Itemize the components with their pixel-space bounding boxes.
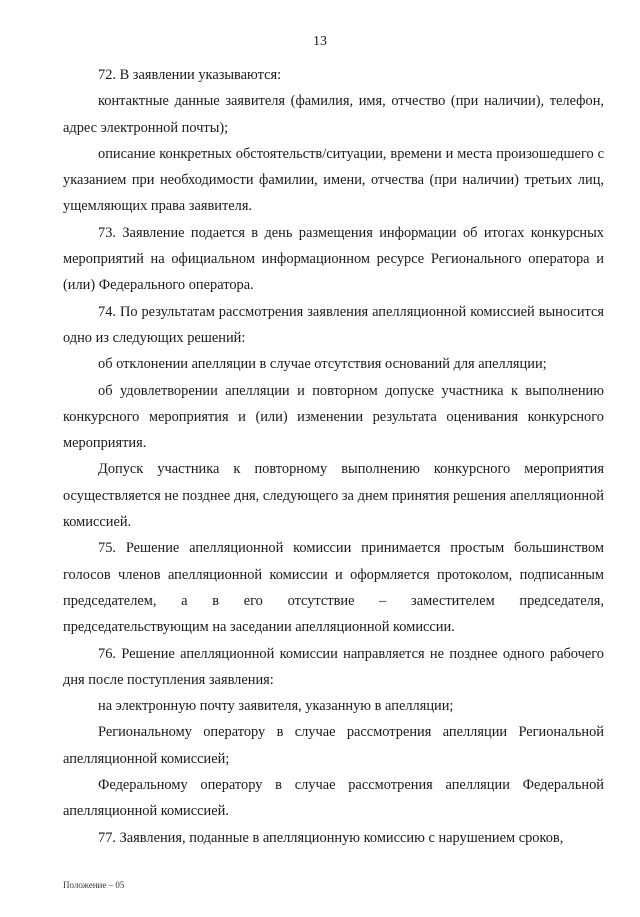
paragraph-description: описание конкретных обстоятельств/ситуации, времени и места произошедшего с указанием при необходимости фамилии, имени, отчества (при наличии) третьих лиц, ущемляющих права заявителя. [63, 145, 604, 215]
footer-label: Положение – 05 [63, 880, 125, 890]
paragraph-email: на электронную почту заявителя, указанную в апелляции; [98, 698, 454, 715]
paragraph-contact-data: контактные данные заявителя (фамилия, имя, отчество (при наличии), телефон, адрес электронной почты); [63, 93, 604, 136]
paragraph-federal-operator: Федеральному оператору в случае рассмотрения апелляции Федеральной апелляционной комиссией. [63, 777, 604, 820]
paragraph-74: 74. По результатам рассмотрения заявления апелляционной комиссией выносится одно из следующих решений: [63, 303, 604, 346]
paragraph-satisfaction: об удовлетворении апелляции и повторном допуске участника к выполнению конкурсного мероприятия и (или) изменении результата оценивания конкурсного мероприятия. [63, 382, 604, 452]
paragraph-73: 73. Заявление подается в день размещения информации об итогах конкурсных мероприятий на официальном информационном ресурсе Регионального оператора и (или) Федерального оператора. [63, 224, 604, 294]
document-body [63, 62, 604, 851]
paragraph-readmission: Допуск участника к повторному выполнению конкурсного мероприятия осуществляется не позднее дня, следующего за днем принятия решения апелляционной комиссией. [63, 461, 604, 531]
page-number: 13 [313, 34, 327, 49]
paragraph-77: 77. Заявления, поданные в апелляционную комиссию с нарушением сроков, [98, 829, 564, 846]
paragraph-76: 76. Решение апелляционной комиссии направляется не позднее одного рабочего дня после поступления заявления: [63, 645, 604, 688]
paragraph-72: 72. В заявлении указываются: [98, 67, 282, 83]
paragraph-75: 75. Решение апелляционной комиссии принимается простым большинством голосов членов апелляционной комиссии и оформляется протоколом, подписанным председателем, а в его отсутствие – заместителем председателя, председательствующим на заседании апелляционной комиссии. [63, 540, 604, 636]
paragraph-rejection: об отклонении апелляции в случае отсутствия оснований для апелляции; [98, 356, 547, 373]
paragraph-regional-operator: Региональному оператору в случае рассмотрения апелляции Региональной апелляционной комиссией; [63, 724, 604, 767]
